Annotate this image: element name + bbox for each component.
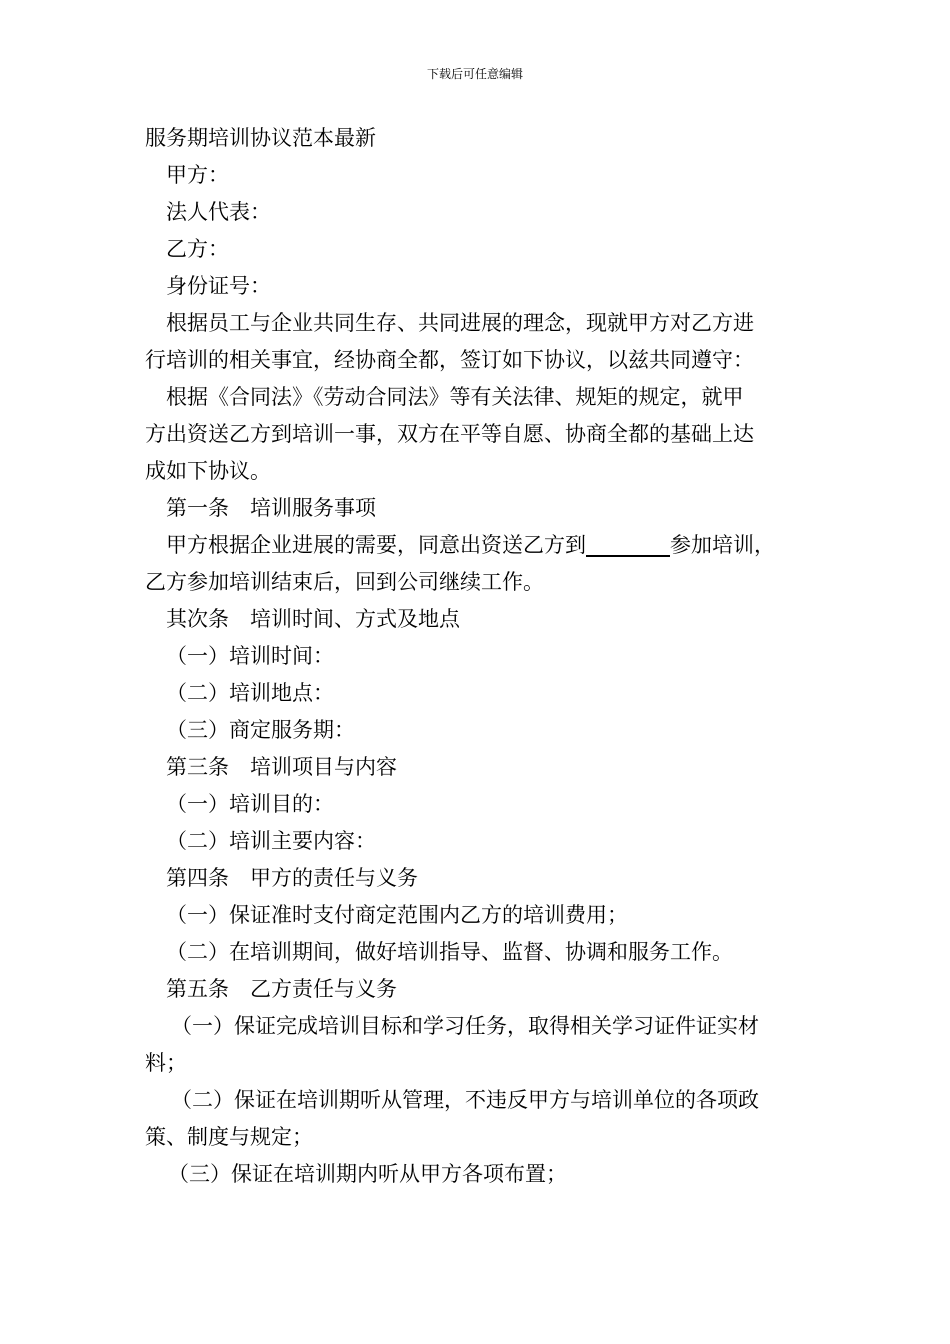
legal-rep-line: 法人代表： bbox=[166, 200, 271, 224]
article1-text-before: 甲方根据企业进展的需要，同意出资送乙方到 bbox=[166, 533, 586, 557]
article2-item: （三）商定服务期： bbox=[166, 718, 355, 742]
article3-heading: 第三条 培训项目与内容 bbox=[166, 755, 397, 779]
document-title: 服务期培训协议范本最新 bbox=[145, 126, 376, 150]
article1-para-line1 bbox=[145, 527, 815, 564]
document-body bbox=[145, 120, 815, 1193]
article2-heading: 其次条 培训时间、方式及地点 bbox=[166, 607, 460, 631]
article3-item: （一）培训目的： bbox=[166, 792, 334, 816]
article5-item3: （三）保证在培训期内听从甲方各项布置； bbox=[168, 1162, 567, 1186]
article5-item1-line2: 料； bbox=[145, 1051, 187, 1075]
article5-item2-line1: （二）保证在培训期听从管理，不违反甲方与培训单位的各项政 bbox=[171, 1088, 759, 1112]
article1-heading: 第一条 培训服务事项 bbox=[166, 496, 376, 520]
intro2-line1: 根据《合同法》《劳动合同法》等有关法律、规矩的规定，就甲 bbox=[166, 385, 744, 409]
page-header: 下载后可任意编辑 bbox=[426, 67, 523, 81]
article5-heading: 第五条 乙方责任与义务 bbox=[166, 977, 397, 1001]
article3-item: （二）培训主要内容： bbox=[166, 829, 376, 853]
party-b-line: 乙方： bbox=[166, 237, 229, 261]
article5-item1-line1: （一）保证完成培训目标和学习任务，取得相关学习证件证实材 bbox=[171, 1014, 759, 1038]
article5-item2-line2: 策、制度与规定； bbox=[145, 1125, 313, 1149]
article2-item: （二）培训地点： bbox=[166, 681, 334, 705]
intro1-line2: 行培训的相关事宜，经协商全都，签订如下协议，以兹共同遵守： bbox=[145, 348, 754, 372]
id-number-line: 身份证号： bbox=[166, 274, 271, 298]
intro1-line1: 根据员工与企业共同生存、共同进展的理念，现就甲方对乙方进 bbox=[166, 311, 754, 335]
article4-heading: 第四条 甲方的责任与义务 bbox=[166, 866, 418, 890]
intro2-line3: 成如下协议。 bbox=[145, 459, 271, 483]
party-a-line: 甲方： bbox=[166, 163, 229, 187]
article4-item: （一）保证准时支付商定范围内乙方的培训费用； bbox=[166, 903, 628, 927]
article2-item: （一）培训时间： bbox=[166, 644, 334, 668]
article1-para-line2: 乙方参加培训结束后，回到公司继续工作。 bbox=[145, 570, 544, 594]
article4-item: （二）在培训期间，做好培训指导、监督、协调和服务工作。 bbox=[166, 940, 733, 964]
training-location-blank: ________ bbox=[586, 533, 670, 557]
intro2-line2: 方出资送乙方到培训一事，双方在平等自愿、协商全都的基础上达 bbox=[145, 422, 754, 446]
article1-text-after: 参加培训， bbox=[670, 533, 775, 557]
